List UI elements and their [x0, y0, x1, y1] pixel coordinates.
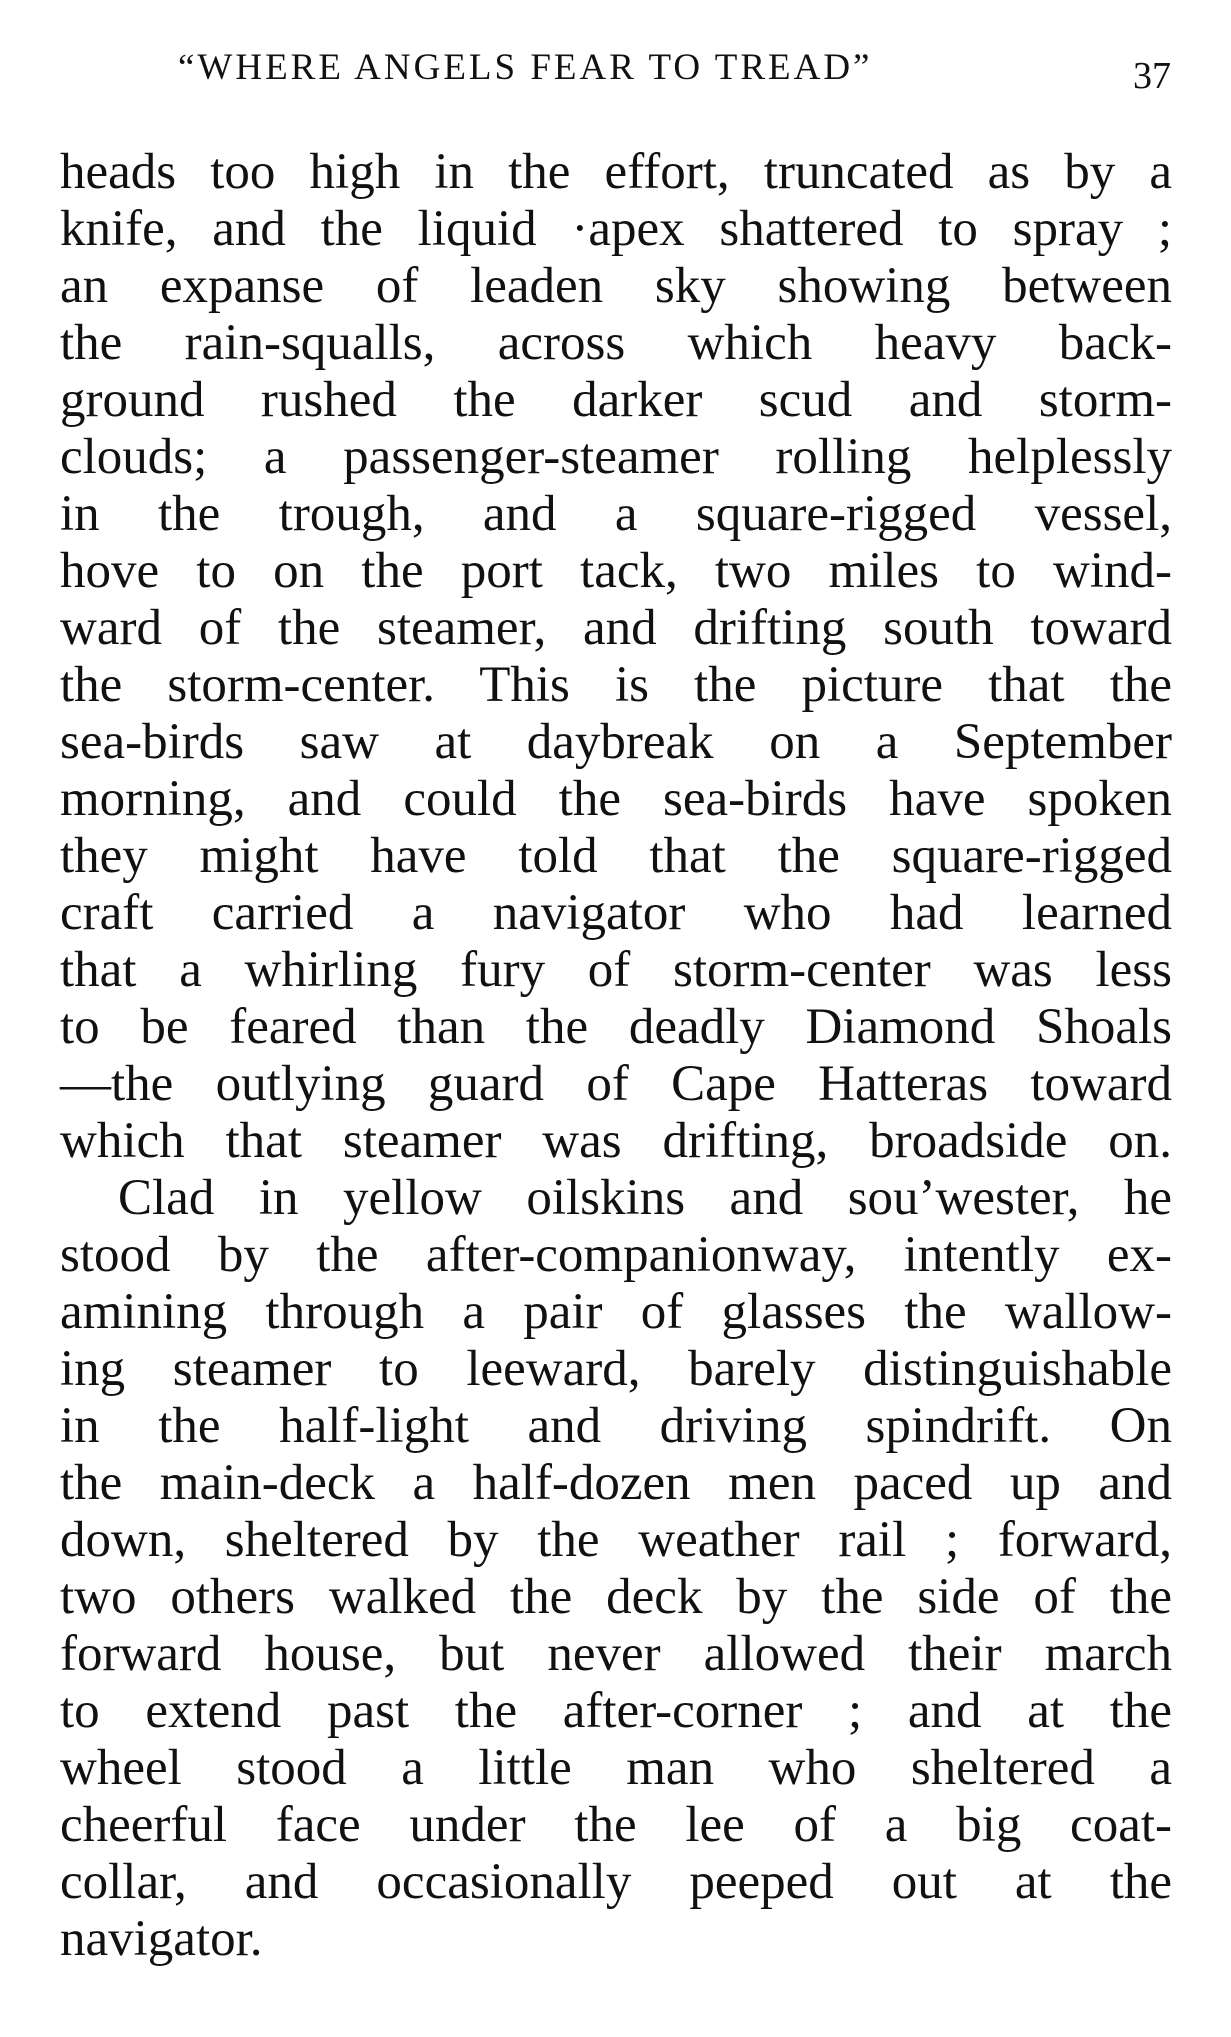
text-line: stood by the after-companionway, intently ex- [60, 1227, 1172, 1283]
text-line: to be feared than the deadly Diamond Shoals [60, 999, 1172, 1055]
running-title: “WHERE ANGELS FEAR TO TREAD” [178, 47, 873, 88]
text-line: sea-birds saw at daybreak on a September [60, 714, 1172, 770]
text-line: forward house, but never allowed their march [60, 1626, 1172, 1682]
text-line: ward of the steamer, and drifting south toward [60, 600, 1172, 656]
text-line: clouds; a passenger-steamer rolling helplessly [60, 429, 1172, 485]
text-line: down, sheltered by the weather rail ; forward, [60, 1512, 1172, 1568]
text-line: morning, and could the sea-birds have spoken [60, 771, 1172, 827]
text-line: in the half-light and driving spindrift. On [60, 1398, 1172, 1454]
text-line: which that steamer was drifting, broadside on. [60, 1113, 1172, 1169]
text-line: an expanse of leaden sky showing between [60, 258, 1172, 314]
text-line: the rain-squalls, across which heavy back- [60, 315, 1172, 371]
running-head [0, 38, 1231, 98]
text-line: ing steamer to leeward, barely distinguishable [60, 1341, 1172, 1397]
text-line: cheerful face under the lee of a big coat- [60, 1797, 1172, 1853]
text-line: wheel stood a little man who sheltered a [60, 1740, 1172, 1796]
text-line: hove to on the port tack, two miles to wind- [60, 543, 1172, 599]
paragraph-1 [60, 144, 1172, 1170]
text-line: ground rushed the darker scud and storm- [60, 372, 1172, 428]
text-line: in the trough, and a square-rigged vessel, [60, 486, 1172, 542]
paragraph-2 [60, 1170, 1172, 1968]
text-line: the storm-center. This is the picture that the [60, 657, 1172, 713]
text-line: —the outlying guard of Cape Hatteras toward [60, 1056, 1172, 1112]
body-text [60, 144, 1172, 1968]
text-line: to extend past the after-corner ; and at the [60, 1683, 1172, 1739]
text-line: knife, and the liquid ·apex shattered to spray ; [60, 201, 1172, 257]
text-line: that a whirling fury of storm-center was less [60, 942, 1172, 998]
text-line: collar, and occasionally peeped out at the [60, 1854, 1172, 1910]
text-line: navigator. [60, 1911, 263, 1967]
text-line: amining through a pair of glasses the wallow- [60, 1284, 1172, 1340]
text-line: the main-deck a half-dozen men paced up and [60, 1455, 1172, 1511]
text-line: two others walked the deck by the side of the [60, 1569, 1172, 1625]
text-line: they might have told that the square-rigged [60, 828, 1172, 884]
page-number: 37 [1133, 55, 1171, 97]
text-line: Clad in yellow oilskins and sou’wester, he [118, 1170, 1172, 1226]
text-line: heads too high in the effort, truncated as by a [60, 144, 1172, 200]
text-line: craft carried a navigator who had learned [60, 885, 1172, 941]
